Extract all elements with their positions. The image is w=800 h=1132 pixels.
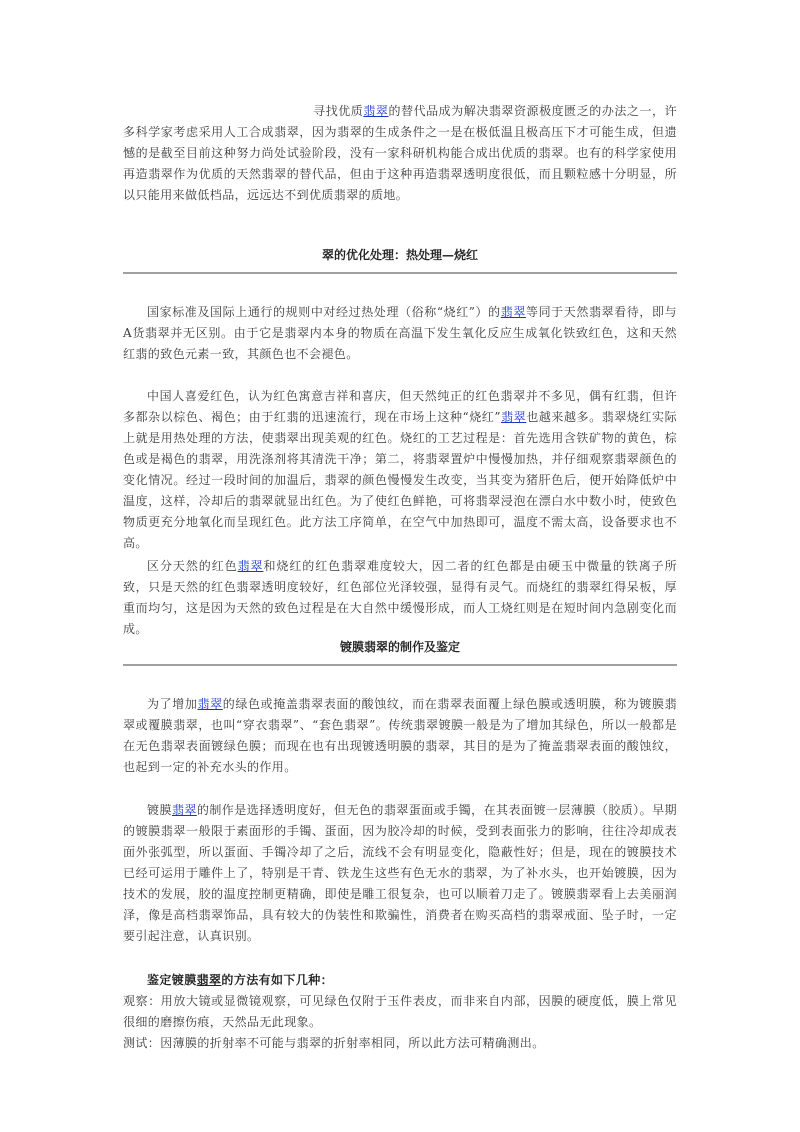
- intro-paragraph: 寻找优质翡翠的替代品成为解决翡翠资源极度匮乏的办法之一，许多科学家考虑采用人工合成翡翠，因为翡翠的生成条件之一是在极低温且极高压下才可能生成，但遗憾的是截至目前这种努力尚处试验阶段，没有一家科研机构能合成出优质的翡翠。也有的科学家使用再造翡翠作为优质的天然翡翠的替代品，但由于这种再造翡翠透明度很低，而且颗粒感十分明显，所以只能用来做低档品，远远达不到优质翡翠的质地。: [123, 104, 677, 202]
- feicui-link[interactable]: 翡翠: [197, 697, 223, 711]
- feicui-link[interactable]: 翡翠: [237, 559, 264, 573]
- section1-divider: [123, 272, 677, 274]
- feicui-link[interactable]: 翡翠: [363, 104, 389, 118]
- method-observation: 观察：用放大镜或显微镜观察，可见绿色仅附于玉件表皮，而非来自内部，因膜的硬度低，膜上常见很细的磨擦伤痕，天然品无此现象。: [123, 994, 677, 1029]
- feicui-link[interactable]: 翡翠: [500, 410, 527, 424]
- feicui-link[interactable]: 翡翠: [171, 803, 197, 817]
- feicui-link[interactable]: 翡翠: [500, 305, 526, 319]
- section1-paragraph-3: 区分天然的红色翡翠和烧红的红色翡翠难度较大，因二者的红色都是由硬玉中微量的铁离子所致，只是天然的红色翡翠透明度较好，红色部位光泽较强，显得有灵气。而烧红的翡翠红得呆板，厚重而均匀，这是因为天然的致色过程是在大自然中缓慢形成，而人工烧红则是在短时间内急剧变化而成。: [123, 559, 677, 636]
- section1-paragraph-2: 中国人喜爱红色，认为红色寓意吉祥和喜庆，但天然纯正的红色翡翠并不多见，偶有红翡，但许多都杂以棕色、褐色；由于红翡的迅速流行，现在市场上这种“烧红”翡翠也越来越多。翡翠烧红实际上就是用热处理的方法，使翡翠出现美观的红色。烧红的工艺过程是：首先选用含铁矿物的黄色，棕色或是褐色的翡翠，用洗涤剂将其清洗干净；第二，将翡翠置炉中慢慢加热，并仔细观察翡翠颜色的变化情况。经过一段时间的加温后，翡翠的颜色慢慢发生改变，当其变为猪肝色后，便开始降低炉中温度，这样，冷却后的翡翠就显出红色。为了使红色鲜艳，可将翡翠浸泡在漂白水中数小时，使致色物质更充分地氧化而呈现红色。此方法工序简单，在空气中加热即可，温度不需太高，设备要求也不高。: [123, 389, 677, 550]
- feicui-link[interactable]: 翡翠: [196, 973, 222, 987]
- section1-paragraph-1: 国家标准及国际上通行的规则中对经过热处理（俗称“烧红”）的翡翠等同于天然翡翠看待，即与A货翡翠并无区别。由于它是翡翠内本身的物质在高温下发生氧化反应生成氧化铁致红色，这和天然红翡的致色元素一致，其颜色也不会褪色。: [123, 305, 677, 361]
- section2-divider: [123, 664, 677, 666]
- section2-heading: 镀膜翡翠的制作及鉴定: [339, 640, 460, 654]
- section1-heading: 翠的优化处理：热处理—烧红: [321, 248, 478, 262]
- section2-paragraph-1: 为了增加翡翠的绿色或掩盖翡翠表面的酸蚀纹，而在翡翠表面覆上绿色膜或透明膜，称为镀膜翡翠或覆膜翡翠，也叫“穿衣翡翠”、“套色翡翠”。传统翡翠镀膜一般是为了增加其绿色，所以一般都是在无色翡翠表面镀绿色膜；而现在也有出现镀透明膜的翡翠，其目的是为了掩盖翡翠表面的酸蚀纹，也起到一定的补充水头的作用。: [123, 697, 677, 774]
- method-testing: 测试：因薄膜的折射率不可能与翡翠的折射率相同，所以此方法可精确测出。: [123, 1036, 545, 1050]
- methods-title: 鉴定镀膜翡翠的方法有如下几种：: [147, 973, 334, 987]
- section2-paragraph-2: 镀膜翡翠的制作是选择透明度好，但无色的翡翠蛋面或手镯，在其表面镀一层薄膜（胶质）。早期的镀膜翡翠一般限于素面形的手镯、蛋面，因为胶冷却的时候，受到表面张力的影响，往往冷却成表面外张弧型，所以蛋面、手镯冷却了之后，流线不会有明显变化，隐蔽性好；但是，现在的镀膜技术已经可运用于雕件上了，特别是干青、铁龙生这些有色无水的翡翠，为了补水头，也开始镀膜，因为技术的发展，胶的温度控制更精确，即使是雕工很复杂，也可以顺着刀走了。镀膜翡翠看上去美丽润泽，像是高档翡翠饰品，具有较大的伪装性和欺骗性，消费者在购买高档的翡翠戒面、坠子时，一定要引起注意，认真识别。: [123, 803, 677, 943]
